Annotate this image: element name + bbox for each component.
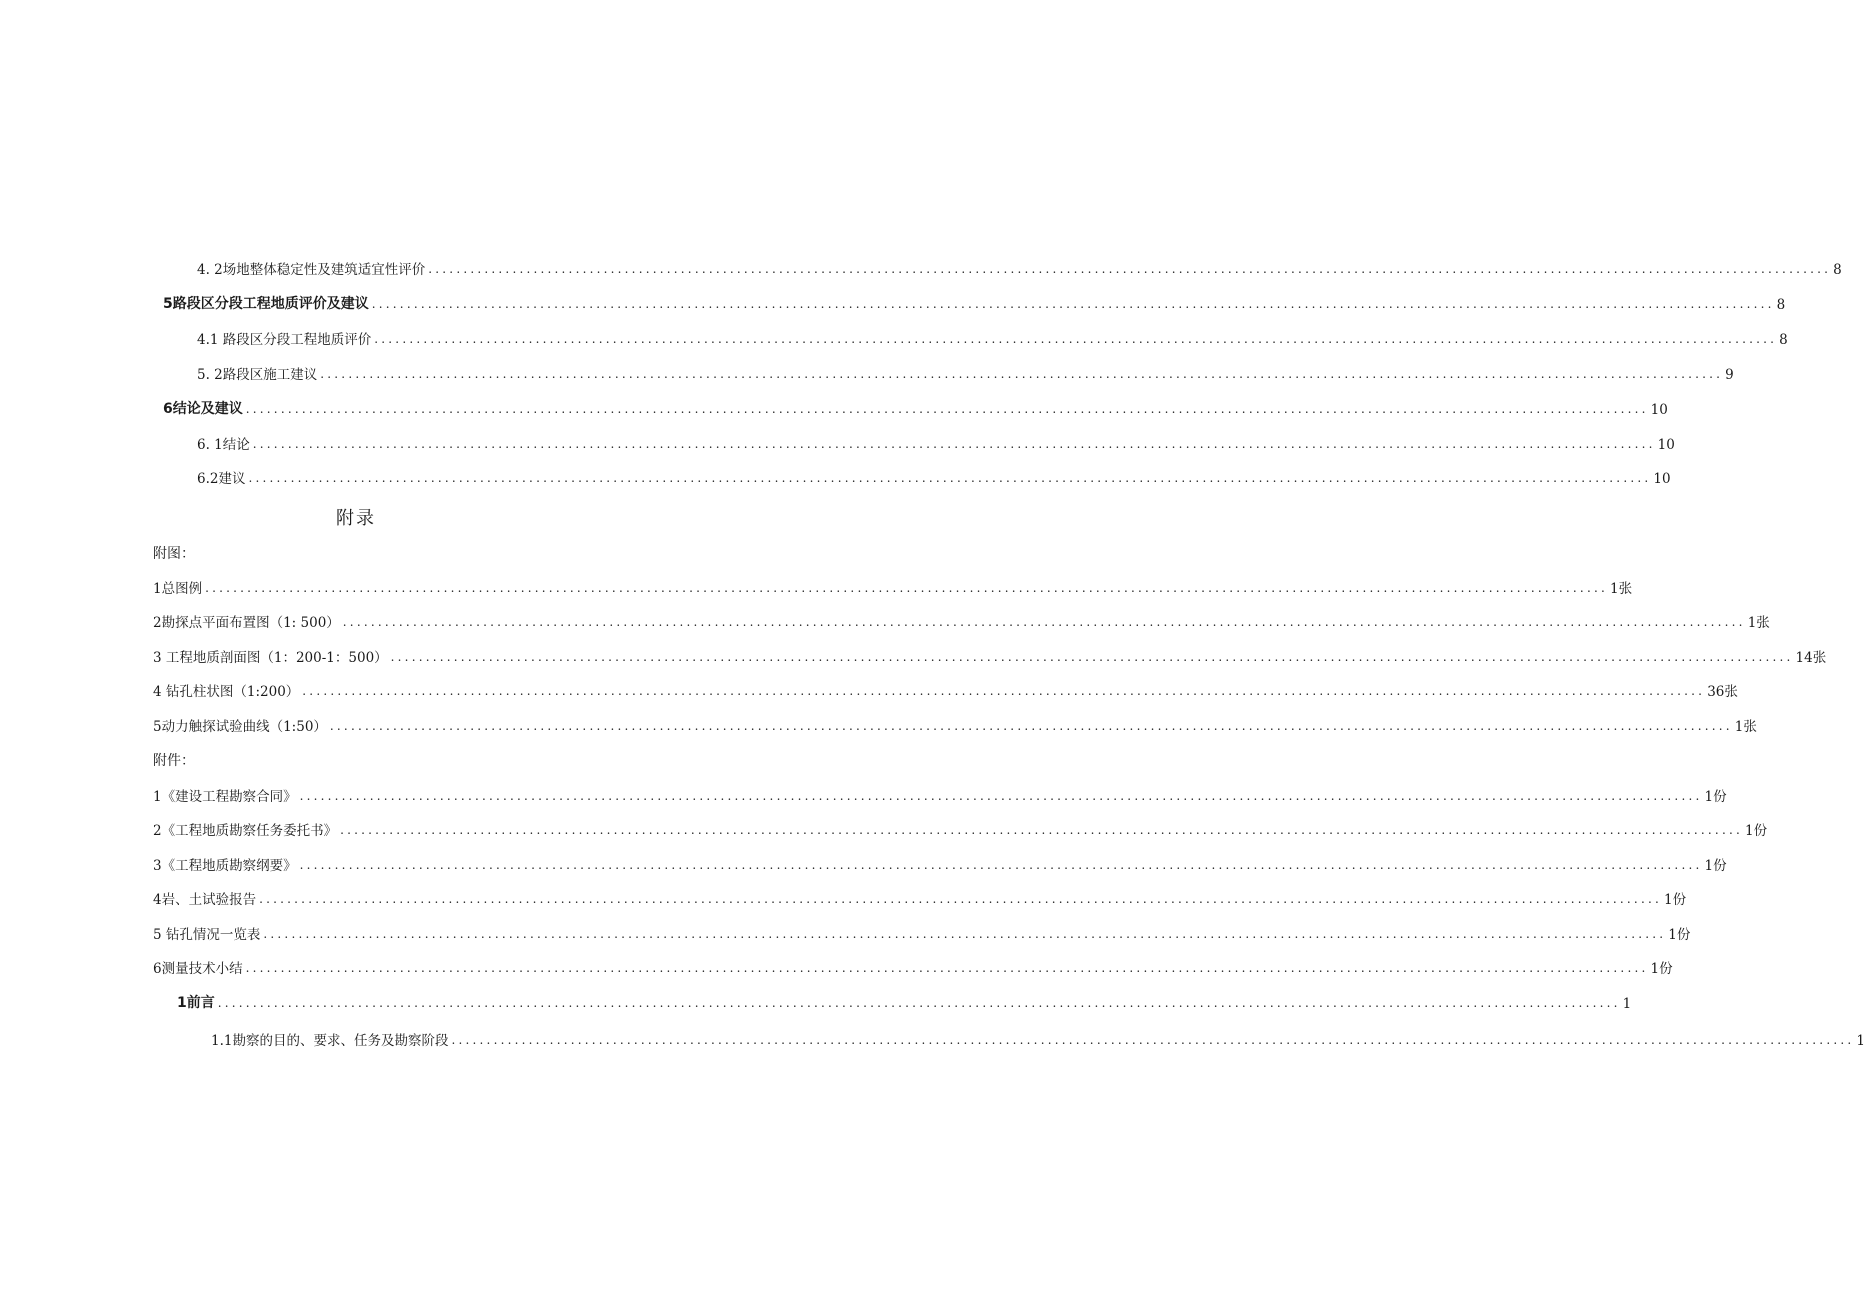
toc-entry-label: 1.1勘察的目的、要求、任务及勘察阶段 bbox=[211, 1033, 449, 1049]
dot-leader: ........................................................................................................................................................................................................ bbox=[245, 402, 1649, 416]
toc-entry[interactable] bbox=[197, 326, 1788, 348]
toc-entry-page: 10 bbox=[1650, 402, 1668, 418]
toc-entry-label: 6结论及建议 bbox=[163, 401, 243, 417]
toc-entry[interactable] bbox=[211, 1027, 1865, 1049]
toc-entry[interactable] bbox=[163, 396, 1668, 418]
toc-entry-page: 8 bbox=[1779, 332, 1788, 348]
attachment-entry[interactable] bbox=[153, 852, 1727, 874]
figure-entry[interactable] bbox=[153, 713, 1757, 735]
attachment-count: 1份 bbox=[1663, 892, 1687, 908]
toc-entry-page: 9 bbox=[1725, 367, 1734, 383]
dot-leader: ........................................................................................................................................................................................................ bbox=[259, 892, 1662, 906]
attachment-label: 2《工程地质勘察任务委托书》 bbox=[153, 823, 338, 839]
toc-entry-label: 1前言 bbox=[177, 995, 215, 1011]
attachments-label: 附件： bbox=[153, 753, 195, 769]
dot-leader: ........................................................................................................................................................................................................ bbox=[245, 961, 1649, 975]
dot-leader: ........................................................................................................................................................................................................ bbox=[302, 684, 1706, 698]
attachment-label: 4岩、土试验报告 bbox=[153, 892, 257, 908]
attachment-label: 3《工程地质勘察纲要》 bbox=[153, 858, 297, 874]
attachment-entry[interactable] bbox=[153, 921, 1691, 943]
toc-entry[interactable] bbox=[163, 291, 1786, 313]
toc-entry-label: 6. 1结论 bbox=[197, 437, 250, 453]
dot-leader: ........................................................................................................................................................................................................ bbox=[205, 581, 1608, 595]
attachment-count: 1份 bbox=[1668, 927, 1691, 943]
figure-count: 1张 bbox=[1747, 615, 1770, 631]
figure-entry[interactable] bbox=[153, 609, 1770, 631]
dot-leader: ........................................................................................................................................................................................................ bbox=[320, 367, 1724, 381]
figure-count: 1张 bbox=[1609, 581, 1633, 597]
attachment-count: 1份 bbox=[1704, 789, 1727, 805]
toc-entry[interactable] bbox=[197, 256, 1842, 278]
figure-count: 1张 bbox=[1734, 719, 1757, 735]
toc-entry[interactable] bbox=[197, 431, 1675, 453]
figure-label: 4 钻孔柱状图（1:200） bbox=[153, 684, 300, 700]
toc-entry-label: 6.2建议 bbox=[197, 471, 246, 487]
attachment-label: 1《建设工程勘察合同》 bbox=[153, 789, 297, 805]
attachment-count: 1份 bbox=[1744, 823, 1768, 839]
dot-leader: ........................................................................................................................................................................................................ bbox=[371, 297, 1775, 311]
figure-count: 14张 bbox=[1795, 650, 1827, 666]
toc-entry-page: 10 bbox=[1657, 437, 1675, 453]
toc-entry-page: 10 bbox=[1653, 471, 1671, 487]
toc-entry[interactable] bbox=[197, 465, 1671, 487]
figure-label: 2勘探点平面布置图（1: 500） bbox=[153, 615, 340, 631]
dot-leader: ........................................................................................................................................................................................................ bbox=[248, 471, 1652, 485]
attachment-count: 1份 bbox=[1704, 858, 1727, 874]
attachment-entry[interactable] bbox=[153, 817, 1768, 839]
attachment-entry[interactable] bbox=[153, 783, 1727, 805]
toc-entry-page: 1 bbox=[1622, 996, 1632, 1012]
figure-label: 1总图例 bbox=[153, 581, 203, 597]
dot-leader: ........................................................................................................................................................................................................ bbox=[342, 615, 1746, 629]
figure-entry[interactable] bbox=[153, 575, 1633, 597]
attachment-count: 1份 bbox=[1650, 961, 1673, 977]
toc-entry-label: 5路段区分段工程地质评价及建议 bbox=[163, 296, 369, 312]
dot-leader: ........................................................................................................................................................................................................ bbox=[428, 262, 1832, 276]
toc-entry[interactable] bbox=[177, 990, 1632, 1012]
dot-leader: ........................................................................................................................................................................................................ bbox=[299, 858, 1703, 872]
toc-entry-label: 5. 2路段区施工建议 bbox=[197, 367, 318, 383]
dot-leader: ........................................................................................................................................................................................................ bbox=[374, 332, 1778, 346]
attachment-entry[interactable] bbox=[153, 886, 1687, 908]
dot-leader: ........................................................................................................................................................................................................ bbox=[217, 996, 1621, 1010]
dot-leader: ........................................................................................................................................................................................................ bbox=[299, 789, 1703, 803]
toc-entry-label: 4. 2场地整体稳定性及建筑适宜性评价 bbox=[197, 262, 426, 278]
figure-count: 36张 bbox=[1707, 684, 1738, 700]
dot-leader: ........................................................................................................................................................................................................ bbox=[390, 650, 1794, 664]
dot-leader: ........................................................................................................................................................................................................ bbox=[451, 1033, 1855, 1047]
dot-leader: ........................................................................................................................................................................................................ bbox=[263, 927, 1667, 941]
dot-leader: ........................................................................................................................................................................................................ bbox=[340, 823, 1743, 837]
figure-entry[interactable] bbox=[153, 678, 1738, 700]
toc-entry-label: 4.1 路段区分段工程地质评价 bbox=[197, 332, 372, 348]
attachment-label: 6测量技术小结 bbox=[153, 961, 243, 977]
toc-entry[interactable] bbox=[197, 361, 1734, 383]
toc-entry-page: 8 bbox=[1833, 262, 1842, 278]
figures-label: 附图： bbox=[153, 546, 195, 562]
figure-entry[interactable] bbox=[153, 644, 1827, 666]
toc-entry-page: 1 bbox=[1856, 1033, 1865, 1049]
figure-label: 3 工程地质剖面图（1：200-1：500） bbox=[153, 650, 388, 666]
figure-label: 5动力触探试验曲线（1:50） bbox=[153, 719, 327, 735]
dot-leader: ........................................................................................................................................................................................................ bbox=[329, 719, 1733, 733]
dot-leader: ........................................................................................................................................................................................................ bbox=[252, 437, 1656, 451]
attachment-label: 5 钻孔情况一览表 bbox=[153, 927, 261, 943]
appendix-title: 附录 bbox=[336, 508, 376, 529]
toc-entry-page: 8 bbox=[1776, 297, 1786, 313]
attachment-entry[interactable] bbox=[153, 955, 1673, 977]
